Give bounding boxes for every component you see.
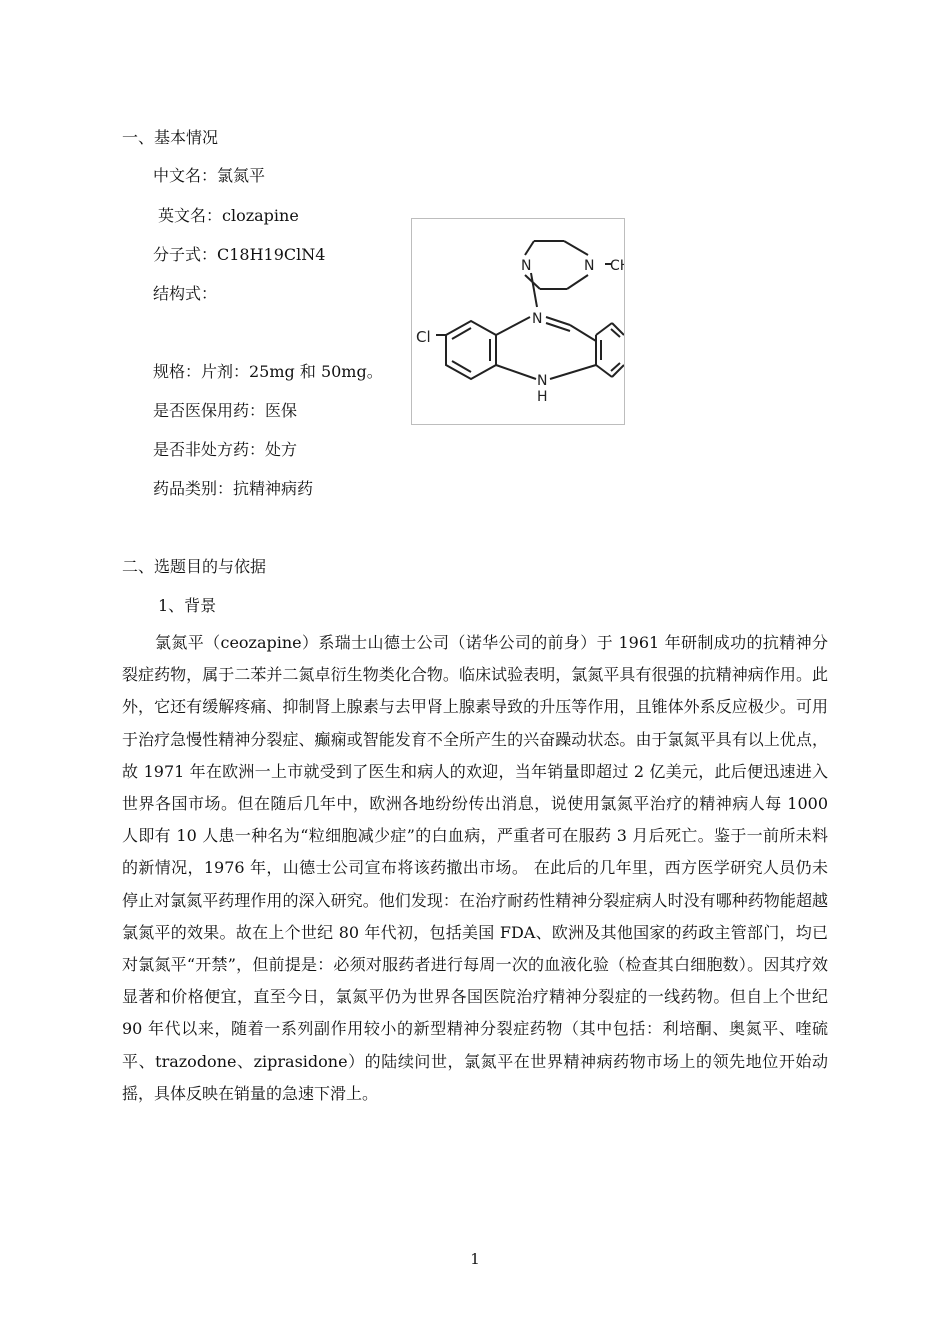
specification: 规格：片剂：25mg 和 50mg。: [153, 362, 383, 381]
english-name: 英文名：clozapine: [158, 206, 299, 225]
insurance-status: 是否医保用药：医保: [153, 401, 298, 420]
molecular-formula: 分子式：C18H19ClN4: [153, 245, 326, 264]
nh-n-label: N: [537, 373, 548, 389]
n-ring-label: N: [532, 311, 543, 327]
background-paragraph: 氯氮平（ceozapine）系瑞士山德士公司（诺华公司的前身）于 1961 年研制成功的抗精神分裂症药物，属于二苯并二氮卓衍生物类化合物。临床试验表明，氯氮平具有很强的抗精神病作用。此外，它还有缓解疼痛、抑制肾上腺素与去甲肾上腺素导致的升压等作用，且锥体外系反应极少。可用于治疗急慢性精神分裂症、癫痫或智能发育不全所产生的兴奋躁动状态。由于氯氮平具有以上优点，故 1971 年在欧洲一上市就受到了医生和病人的欢迎，当年销量即超过 2 亿美元，此后便迅速进入世界各国市场。但在随后几年中，欧洲各地纷纷传出消息，说使用氯氮平治疗的精神病人每 1000 人即有 10 人患一种名为“粒细胞减少症”的白血病，严重者可在服药 3 月后死亡。鉴于一前所未料的新情况，1976 年，山德士公司宣布将该药撤出市场。 在此后的几年里，西方医学研究人员仍未停止对氯氮平药理作用的深入研究。他们发现：在治疗耐药性精神分裂症病人时没有哪种药物能超越氯氮平的效果。故在上个世纪 80 年代初，包括美国 FDA、欧洲及其他国家的药政主管部门，均已对氯氮平“开禁”，但前提是：必须对服药者进行每周一次的血液化验（检查其白细胞数）。因其疗效显著和价格便宜，直至今日，氯氮平仍为世界各国医院治疗精神分裂症的一线药物。但自上个世纪 90 年代以来，随着一系列副作用较小的新型精神分裂症药物（其中包括：利培酮、奥氮平、喹硫平、trazodone、ziprasidone）的陆续问世，氯氮平在世界精神病药物市场上的领先地位开始动摇，具体反映在销量的急速下滑上。: [122, 633, 828, 1103]
clozapine-structure-drawing: [412, 219, 624, 424]
drug-category: 药品类别：抗精神病药: [153, 479, 314, 498]
chemical-structure-image: [411, 218, 625, 425]
chinese-name: 中文名：氯氮平: [153, 166, 266, 185]
otc-status: 是否非处方药：处方: [153, 440, 298, 459]
background-subheading: 1、背景: [158, 596, 217, 615]
nh-h-label: H: [537, 389, 548, 405]
cl-atom-label: Cl: [416, 328, 431, 346]
n-atom-label-left: N: [521, 258, 532, 274]
page-number: 1: [470, 1250, 480, 1268]
section2-heading: 二、选题目的与依据: [122, 557, 267, 576]
ch3-label: C: [610, 258, 620, 274]
structure-label: 结构式：: [153, 284, 218, 303]
n-atom-label-right: N: [584, 258, 595, 274]
section1-heading: 一、基本情况: [122, 128, 219, 147]
